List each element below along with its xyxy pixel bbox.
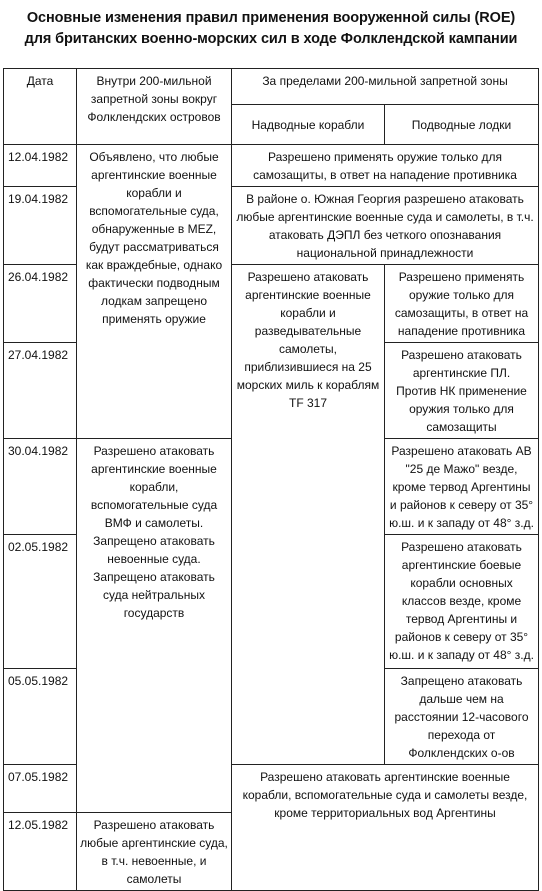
date-cell: 27.04.1982 (4, 343, 77, 439)
header-inside-zone: Внутри 200-мильной запретной зоны вокруг Фолклендских островов (77, 69, 232, 145)
header-outside-zone: За пределами 200-мильной запретной зоны (232, 69, 539, 105)
date-cell: 12.04.1982 (4, 145, 77, 187)
outside-zone-cell: В районе о. Южная Георгия разрешено атаковать любые аргентинские военные суда и самолеты, в т.ч. атаковать ДЭПЛ без четкого опознавания национальной принадлежности (232, 187, 539, 265)
outside-zone-cell: Разрешено применять оружие только для самозащиты, в ответ на нападение противника (232, 145, 539, 187)
submarines-cell (385, 343, 539, 439)
date-cell: 30.04.1982 (4, 439, 77, 535)
submarines-cell: Разрешено атаковать аргентинские боевые корабли основных классов везде, кроме тервод Аргентины и районов к северу от 35° ю.ш. и к западу от 48° з.д. (385, 535, 539, 669)
inside-zone-cell: Объявлено, что любые аргентинские военные корабли и вспомогательные суда, обнаруженные в MEZ, будут рассматриваться как враждебные, однако фактически подводным лодкам запрещено применять оружие (77, 145, 232, 439)
submarines-cell: Разрешено применять оружие только для самозащиты, в ответ на нападение противника (385, 265, 539, 343)
roe-table (3, 68, 539, 891)
date-cell: 19.04.1982 (4, 187, 77, 265)
submarines-cell: Разрешено атаковать АВ "25 де Мажо" везде, кроме тервод Аргентины и районов к северу от 35° ю.ш. и к западу от 48° з.д. (385, 439, 539, 535)
submarines-text: Против НК применение оружия только для самозащиты (396, 384, 527, 434)
header-date: Дата (4, 69, 77, 145)
submarines-text: Разрешено атаковать аргентинские ПЛ. (401, 348, 522, 380)
inside-zone-text: Запрещено атаковать суда нейтральных государств (93, 570, 215, 620)
date-cell: 07.05.1982 (4, 765, 77, 813)
inside-zone-text: Разрешено атаковать аргентинские военные корабли, вспомогательные суда ВМФ и самолеты. (90, 444, 218, 530)
page-title (0, 8, 542, 50)
inside-zone-text: Запрещено атаковать невоенные суда. (93, 534, 215, 566)
inside-zone-cell (77, 439, 232, 813)
header-surface-ships: Надводные корабли (232, 105, 385, 145)
date-cell: 02.05.1982 (4, 535, 77, 669)
date-cell: 12.05.1982 (4, 813, 77, 891)
inside-zone-cell: Разрешено атаковать любые аргентинские суда, в т.ч. невоенные, и самолеты (77, 813, 232, 891)
title-line-1: Основные изменения правил применения вооруженной силы (ROE) (26, 10, 516, 26)
title-line-2: для британских военно-морских сил в ходе Фолклендской кампании (24, 31, 518, 47)
header-submarines: Подводные лодки (385, 105, 539, 145)
surface-ships-cell: Разрешено атаковать аргентинские военные корабли и разведывательные самолеты, приблизившиеся на 25 морских миль к кораблям TF 317 (232, 265, 385, 765)
date-cell: 26.04.1982 (4, 265, 77, 343)
outside-zone-cell: Разрешено атаковать аргентинские военные корабли, вспомогательные суда и самолеты везде, кроме территориальных вод Аргентины (232, 765, 539, 891)
submarines-cell: Запрещено атаковать дальше чем на расстоянии 12-часового перехода от Фолклендских о-ов (385, 669, 539, 765)
date-cell: 05.05.1982 (4, 669, 77, 765)
